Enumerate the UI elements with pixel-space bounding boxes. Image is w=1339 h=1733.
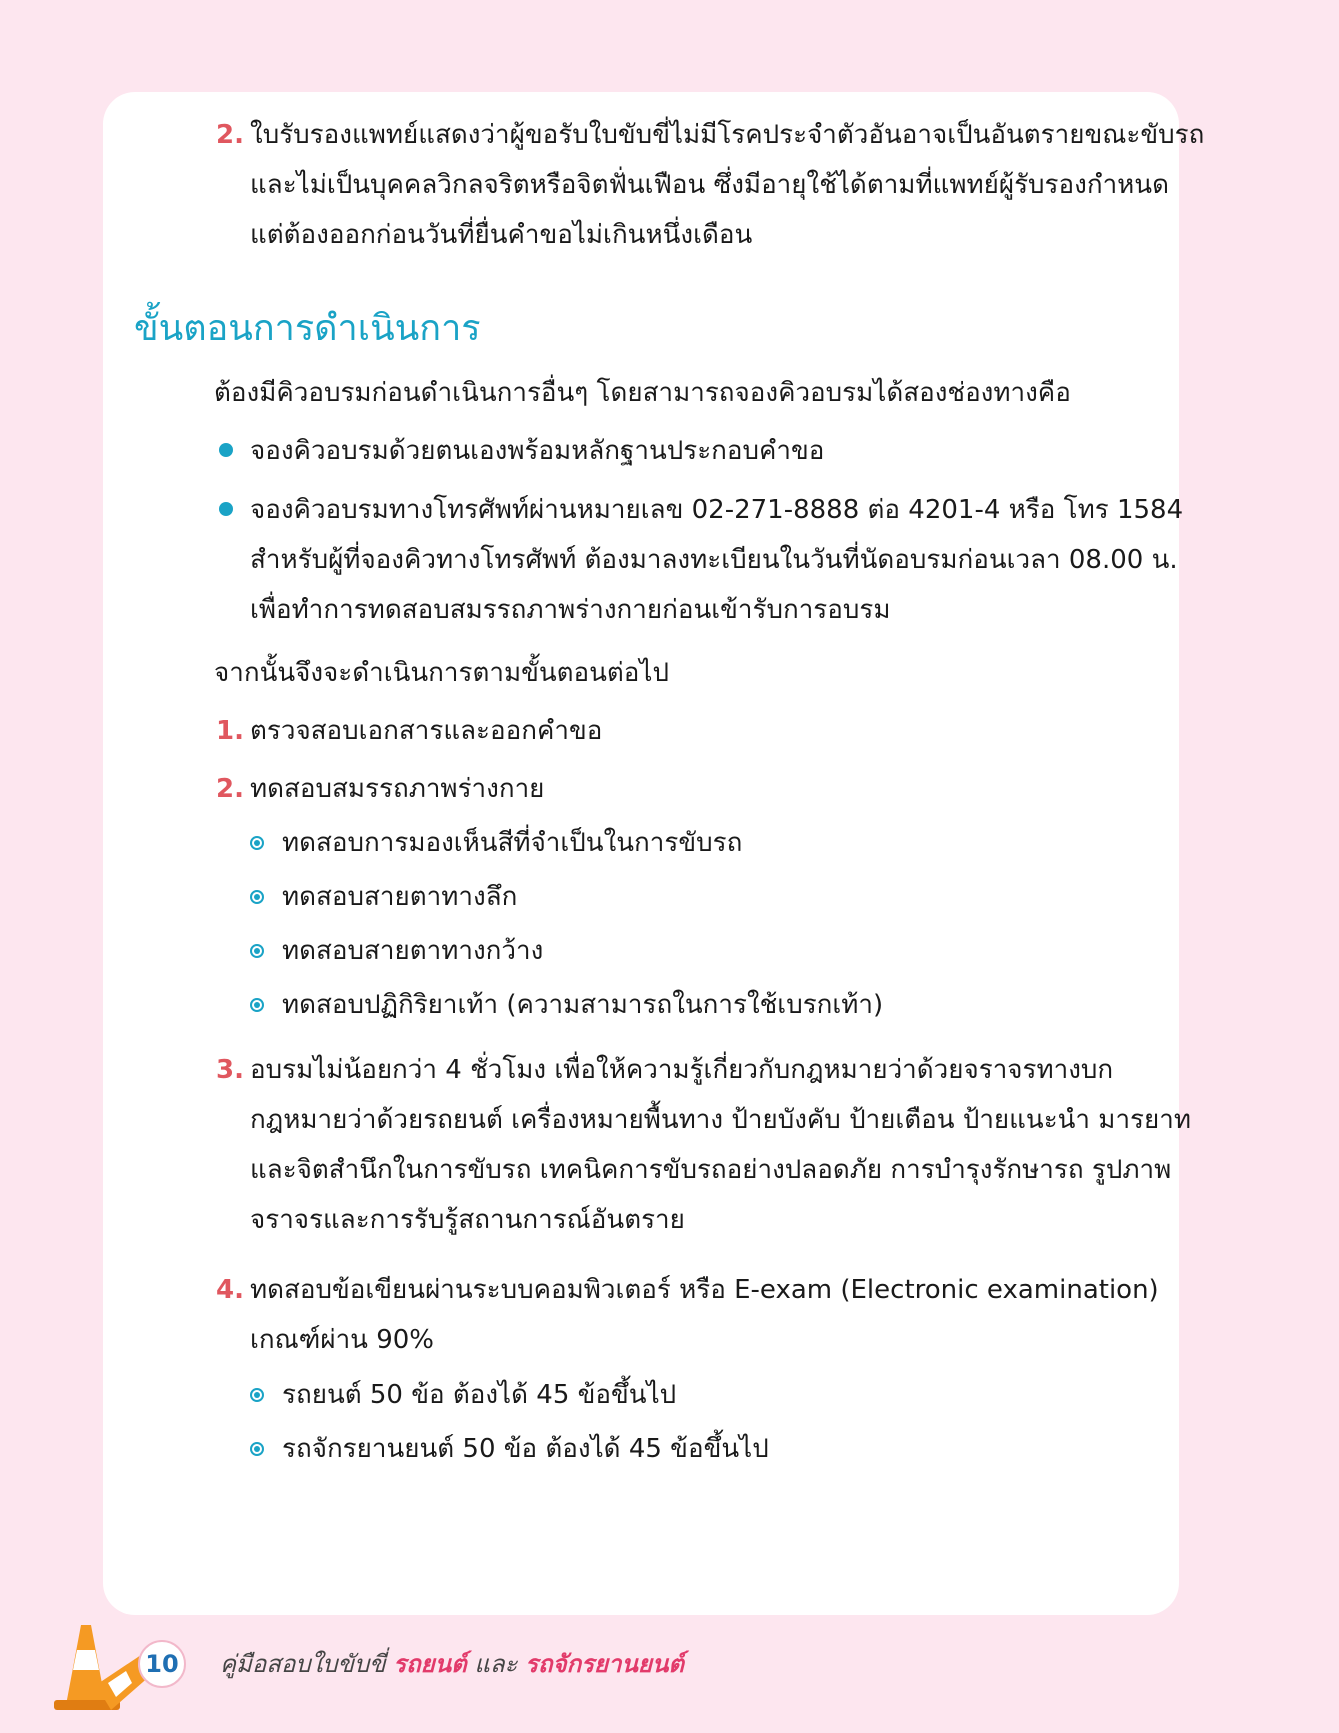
step-number: 2. [216,774,244,804]
sub-item: รถยนต์ 50 ข้อ ต้องได้ 45 ข้อขึ้นไป [282,1380,677,1410]
sub-item: ทดสอบสายตาทางลึก [282,882,518,912]
footer-caption [220,1644,684,1684]
step-line: ทดสอบข้อเขียนผ่านระบบคอมพิวเตอร์ หรือ E-exam (Electronic examination) [250,1275,1159,1305]
next-steps-intro: จากนั้นจึงจะดำเนินการตามขั้นตอนต่อไป [214,658,669,688]
top-item-number: 2. [216,120,244,150]
step-line: ตรวจสอบเอกสารและออกคำขอ [250,716,603,746]
footer-prefix: คู่มือสอบใบขับขี่ [220,1650,386,1678]
top-item-line: แต่ต้องออกก่อนวันที่ยื่นคำขอไม่เกินหนึ่งเดือน [250,220,753,250]
step-line: อบรมไม่น้อยกว่า 4 ชั่วโมง เพื่อให้ความรู้เกี่ยวกับกฎหมายว่าด้วยจราจรทางบก [250,1055,1114,1085]
step-number: 3. [216,1055,244,1085]
bullet-line: จองคิวอบรมด้วยตนเองพร้อมหลักฐานประกอบคำขอ [250,436,825,466]
bullet-line: สำหรับผู้ที่จองคิวทางโทรศัพท์ ต้องมาลงทะเบียนในวันที่นัดอบรมก่อนเวลา 08.00 น. [250,545,1178,575]
sub-item: ทดสอบสายตาทางกว้าง [282,936,544,966]
sub-bullet-icon [250,1388,264,1402]
bullet-dot-icon [219,443,233,457]
step-line: กฎหมายว่าด้วยรถยนต์ เครื่องหมายพื้นทาง ป้ายบังคับ ป้ายเตือน ป้ายแนะนำ มารยาท [250,1105,1191,1135]
sub-item: ทดสอบปฏิกิริยาเท้า (ความสามารถในการใช้เบรกเท้า) [282,990,884,1020]
sub-bullet-icon [250,944,264,958]
bullet-dot-icon [219,502,233,516]
sub-bullet-icon [250,998,264,1012]
sub-item: ทดสอบการมองเห็นสีที่จำเป็นในการขับรถ [282,828,743,858]
step-line: จราจรและการรับรู้สถานการณ์อันตราย [250,1205,685,1235]
top-item-line: ใบรับรองแพทย์แสดงว่าผู้ขอรับใบขับขี่ไม่มีโรคประจำตัวอันอาจเป็นอันตรายขณะขับรถ [250,120,1205,150]
bullet-line: เพื่อทำการทดสอบสมรรถภาพร่างกายก่อนเข้ารับการอบรม [250,595,891,625]
sub-item: รถจักรยานยนต์ 50 ข้อ ต้องได้ 45 ข้อขึ้นไป [282,1434,769,1464]
step-line: เกณฑ์ผ่าน 90% [250,1325,434,1355]
top-item-line: และไม่เป็นบุคคลวิกลจริตหรือจิตฟั่นเฟือน ซึ่งมีอายุใช้ได้ตามที่แพทย์ผู้รับรองกำหนด [250,170,1169,200]
footer-joiner: และ [474,1650,518,1678]
footer-term-motorcycle: รถจักรยานยนต์ [525,1650,684,1678]
section-title: ขั้นตอนการดำเนินการ [134,308,481,349]
sub-bullet-icon [250,836,264,850]
intro-text: ต้องมีคิวอบรมก่อนดำเนินการอื่นๆ โดยสามารถจองคิวอบรมได้สองช่องทางคือ [214,378,1071,408]
bullet-line: จองคิวอบรมทางโทรศัพท์ผ่านหมายเลข 02-271-8888 ต่อ 4201-4 หรือ โทร 1584 [250,495,1184,525]
sub-bullet-icon [250,1442,264,1456]
step-line: ทดสอบสมรรถภาพร่างกาย [250,774,545,804]
step-line: และจิตสำนึกในการขับรถ เทคนิคการขับรถอย่างปลอดภัย การบำรุงรักษารถ รูปภาพ [250,1155,1172,1185]
page-number: 10 [138,1640,186,1688]
footer-term-car: รถยนต์ [393,1650,467,1678]
sub-bullet-icon [250,890,264,904]
step-number: 4. [216,1275,244,1305]
step-number: 1. [216,716,244,746]
